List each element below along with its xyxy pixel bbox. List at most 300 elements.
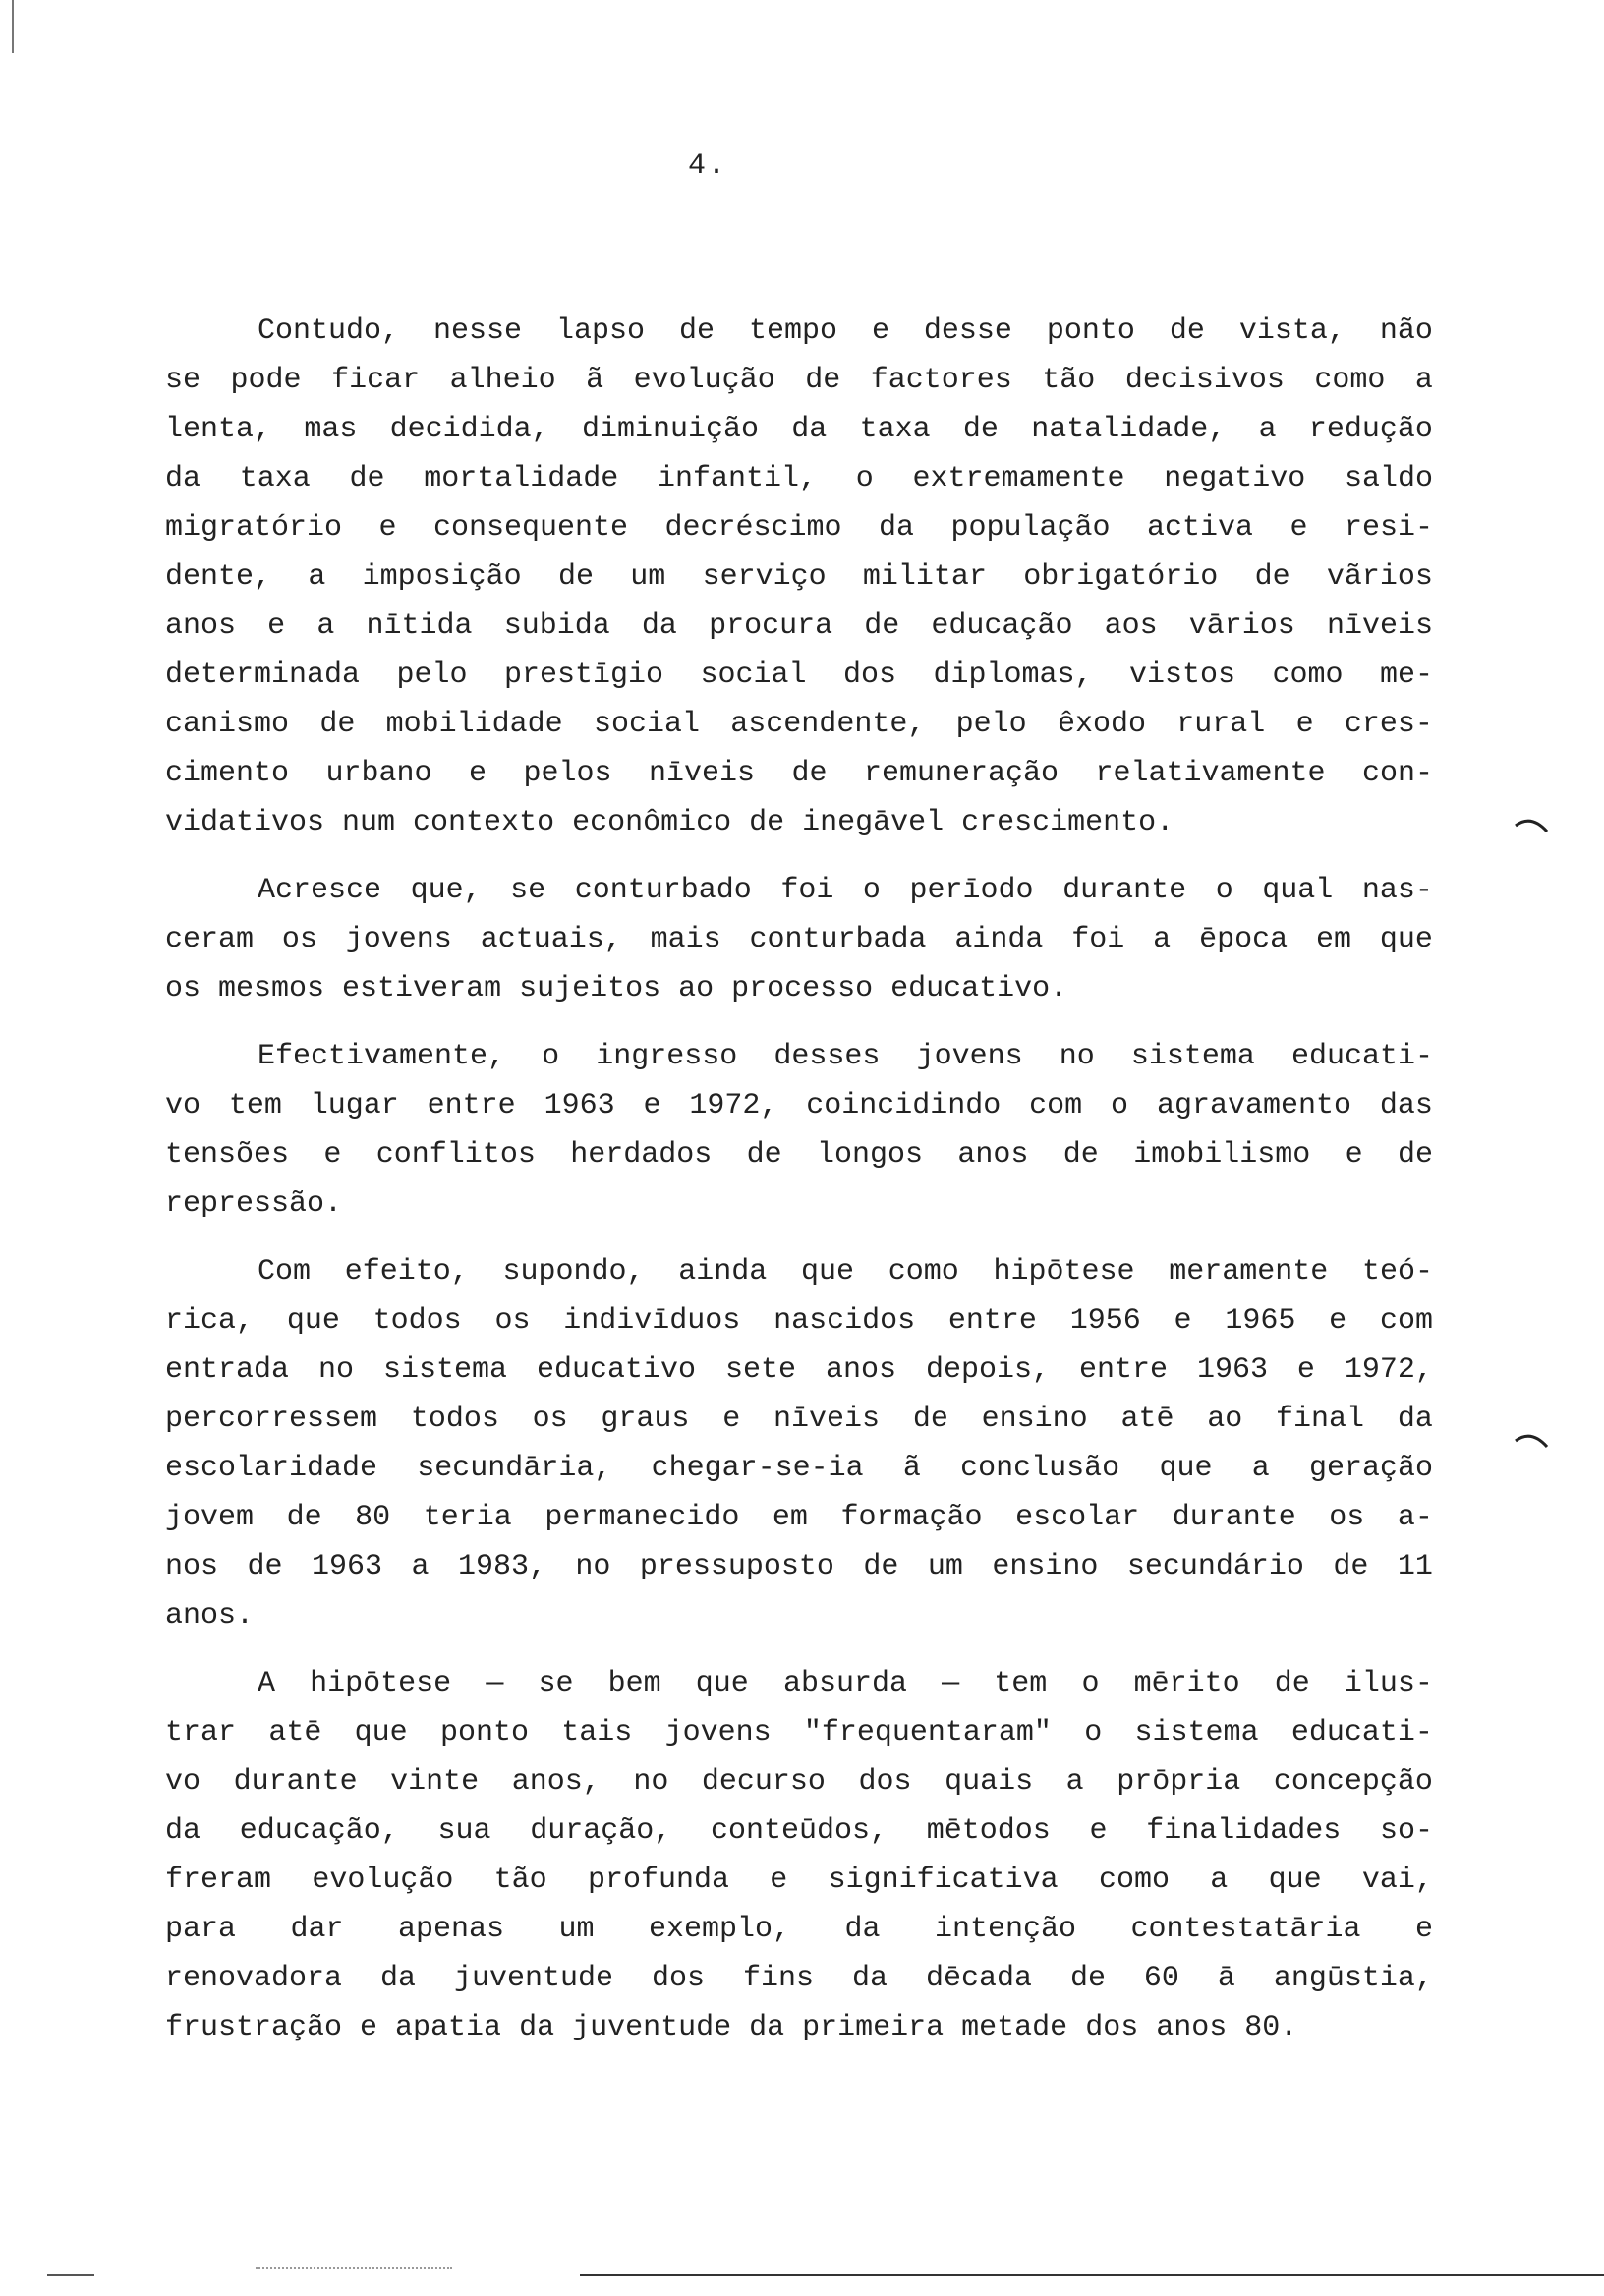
- word: a: [411, 1550, 430, 1583]
- word: nīveis: [773, 1403, 881, 1436]
- word: a: [1210, 1864, 1229, 1897]
- word: taxa: [239, 462, 311, 495]
- word: diplomas,: [933, 659, 1093, 692]
- word: 11: [1397, 1550, 1433, 1583]
- word: natalidade,: [1031, 413, 1227, 446]
- word: e: [643, 1089, 661, 1122]
- word: negativo: [1164, 462, 1306, 495]
- word: para: [165, 1913, 237, 1946]
- text-line: [165, 1856, 1433, 1905]
- word: de: [1062, 1138, 1099, 1172]
- word: nīveis: [1326, 609, 1433, 643]
- text-line: [165, 356, 1433, 405]
- word: da: [791, 413, 828, 446]
- word: frustração: [165, 2011, 343, 2044]
- word: como: [1272, 659, 1344, 692]
- word: pelo: [396, 659, 468, 692]
- word: concepção: [1273, 1765, 1433, 1799]
- word: rural: [1176, 708, 1266, 741]
- word: vinte: [390, 1765, 480, 1799]
- word: em: [1315, 923, 1351, 956]
- scan-edge-mark: [12, 0, 14, 53]
- word: jovens: [916, 1040, 1023, 1073]
- word: que: [1268, 1864, 1322, 1897]
- word: percorressem: [165, 1403, 378, 1436]
- text-line: [165, 1179, 1433, 1229]
- word: entre: [1078, 1353, 1168, 1387]
- word: no: [318, 1353, 355, 1387]
- word: 1972,: [1344, 1353, 1433, 1387]
- word: pode: [230, 364, 302, 397]
- text-line: [165, 454, 1433, 503]
- word: escolaridade: [165, 1452, 378, 1485]
- word: que: [1159, 1452, 1213, 1485]
- word: anos: [957, 1138, 1029, 1172]
- word: quais: [945, 1765, 1034, 1799]
- word: pelo: [955, 708, 1027, 741]
- word: tais: [561, 1716, 633, 1750]
- word: nesse: [433, 315, 523, 348]
- word: no: [1059, 1040, 1095, 1073]
- word: fins: [742, 1962, 814, 1995]
- word: jovem: [165, 1501, 255, 1534]
- margin-mark-icon: [1514, 1427, 1553, 1451]
- word: dente,: [165, 560, 272, 594]
- word: e: [1296, 1353, 1315, 1387]
- word: de: [863, 1550, 899, 1583]
- word: ēpoca: [1199, 923, 1289, 956]
- text-line: [165, 1444, 1433, 1493]
- text-line: [165, 1708, 1433, 1757]
- word: absurda: [782, 1667, 907, 1700]
- bottom-rule-left: [47, 2274, 94, 2276]
- word: trar: [165, 1716, 237, 1750]
- word: mētodos: [926, 1814, 1051, 1848]
- word: que: [286, 1304, 340, 1338]
- word: remuneração: [863, 757, 1059, 790]
- word: nītida: [366, 609, 473, 643]
- word: —: [942, 1667, 960, 1700]
- text-line: [165, 1346, 1433, 1395]
- word: e: [360, 2011, 378, 2044]
- word: o: [542, 1040, 560, 1073]
- word: vai,: [1361, 1864, 1433, 1897]
- word: contestatāria: [1130, 1913, 1361, 1946]
- word: de: [286, 1501, 322, 1534]
- word: ponto: [439, 1716, 529, 1750]
- text-line: [165, 1954, 1433, 2003]
- text-line: [165, 503, 1433, 552]
- word: e: [378, 511, 397, 545]
- word: militar: [862, 560, 987, 594]
- paragraph: [165, 1247, 1433, 1640]
- word: população: [950, 511, 1111, 545]
- word: subida: [503, 609, 610, 643]
- word: estiveram: [342, 972, 502, 1005]
- word: meramente: [1169, 1255, 1329, 1289]
- word: supondo,: [502, 1255, 645, 1289]
- word: o: [1111, 1089, 1129, 1122]
- word: dos: [843, 659, 897, 692]
- word: de: [678, 315, 715, 348]
- word: teó-: [1361, 1255, 1433, 1289]
- word: social: [593, 708, 700, 741]
- word: vistos: [1128, 659, 1236, 692]
- text-line: [165, 602, 1433, 651]
- word: canismo: [165, 708, 290, 741]
- text-line: [165, 1807, 1433, 1856]
- word: durante: [1062, 874, 1187, 907]
- word: o: [1084, 1716, 1103, 1750]
- text-line: [165, 307, 1433, 356]
- word: tem: [228, 1089, 282, 1122]
- word: 1956: [1069, 1304, 1141, 1338]
- word: renovadora: [165, 1962, 343, 1995]
- word: imposição: [362, 560, 522, 594]
- word: da: [165, 462, 201, 495]
- word: foi: [1071, 923, 1125, 956]
- word: e: [1345, 1138, 1363, 1172]
- word: como: [888, 1255, 959, 1289]
- word: metade: [961, 2011, 1068, 2044]
- word: das: [1379, 1089, 1433, 1122]
- word: foi: [780, 874, 834, 907]
- word: que: [800, 1255, 854, 1289]
- word: procura: [709, 609, 833, 643]
- margin-mark-icon: [1514, 812, 1553, 835]
- word: conteūdos,: [710, 1814, 888, 1848]
- word: ā: [1217, 1962, 1235, 1995]
- text-line: [165, 915, 1433, 964]
- word: e: [1289, 511, 1308, 545]
- word: vãrios: [1326, 560, 1433, 594]
- word: durante: [233, 1765, 358, 1799]
- word: se: [165, 364, 201, 397]
- word: nos: [165, 1550, 219, 1583]
- word: cres-: [1344, 708, 1433, 741]
- word: todos: [410, 1403, 499, 1436]
- word: prōpria: [1117, 1765, 1241, 1799]
- word: 1983,: [457, 1550, 546, 1583]
- word: social: [700, 659, 807, 692]
- word: crescimento.: [961, 806, 1174, 839]
- word: profunda: [587, 1864, 729, 1897]
- word: factores: [870, 364, 1012, 397]
- word: a: [308, 560, 326, 594]
- word: nascidos: [773, 1304, 916, 1338]
- word: Contudo,: [258, 315, 400, 348]
- word: todos: [372, 1304, 462, 1338]
- text-line: [165, 798, 1433, 847]
- word: da: [641, 609, 677, 643]
- word: ao: [1207, 1403, 1243, 1436]
- word: da: [519, 2011, 555, 2044]
- word: e: [1295, 708, 1314, 741]
- word: anos: [165, 609, 237, 643]
- word: Acresce: [258, 874, 382, 907]
- word: ilus-: [1344, 1667, 1433, 1700]
- word: os: [165, 972, 201, 1005]
- text-line: [165, 1032, 1433, 1081]
- word: o: [862, 874, 881, 907]
- word: mobilidade: [385, 708, 563, 741]
- word: de: [319, 708, 356, 741]
- word: formação: [840, 1501, 983, 1534]
- word: herdados: [570, 1138, 713, 1172]
- word: a: [1153, 923, 1172, 956]
- word: ensino: [992, 1550, 1099, 1583]
- word: depois,: [925, 1353, 1050, 1387]
- word: exemplo,: [648, 1913, 790, 1946]
- word: dos: [651, 1962, 705, 1995]
- word: de: [1333, 1550, 1369, 1583]
- word: entrada: [165, 1353, 290, 1387]
- word: escolar: [1015, 1501, 1140, 1534]
- word: Com: [258, 1255, 312, 1289]
- word: da: [749, 2011, 785, 2044]
- word: de: [1069, 1962, 1106, 1995]
- word: decisivos: [1124, 364, 1285, 397]
- word: ponto: [1046, 315, 1135, 348]
- word: dos: [858, 1765, 912, 1799]
- word: de: [962, 413, 999, 446]
- word: ascendente,: [730, 708, 926, 741]
- word: econômico: [572, 806, 732, 839]
- word: de: [1254, 560, 1290, 594]
- word: anos,: [511, 1765, 601, 1799]
- word: contexto: [413, 806, 555, 839]
- word: o: [855, 462, 874, 495]
- word: intenção: [934, 1913, 1076, 1946]
- word: determinada: [165, 659, 361, 692]
- word: 1963: [544, 1089, 615, 1122]
- word: educativo: [536, 1353, 697, 1387]
- word: o: [1215, 874, 1233, 907]
- word: agravamento: [1156, 1089, 1351, 1122]
- word: atē: [268, 1716, 322, 1750]
- word: que: [354, 1716, 408, 1750]
- word: coincidindo: [806, 1089, 1002, 1122]
- word: como: [1098, 1864, 1170, 1897]
- word: que: [1379, 923, 1433, 956]
- paragraph: [165, 1659, 1433, 2052]
- word: saldo: [1344, 462, 1433, 495]
- word: extremamente: [912, 462, 1125, 495]
- word: sistema: [1130, 1040, 1255, 1073]
- word: desse: [923, 315, 1012, 348]
- word: mas: [304, 413, 358, 446]
- word: conturbada: [749, 923, 927, 956]
- word: serviço: [702, 560, 827, 594]
- word: anos: [1156, 2011, 1228, 2044]
- word: de: [791, 757, 828, 790]
- word: diminuição: [581, 413, 759, 446]
- word: da: [380, 1962, 417, 1995]
- word: da: [165, 1814, 201, 1848]
- word: imobilismo: [1133, 1138, 1311, 1172]
- word: com: [1029, 1089, 1083, 1122]
- word: secundário: [1126, 1550, 1304, 1583]
- word: educati-: [1290, 1716, 1433, 1750]
- word: sistema: [1134, 1716, 1259, 1750]
- word: secundāria,: [417, 1452, 612, 1485]
- word: evolução: [633, 364, 775, 397]
- word: que,: [410, 874, 482, 907]
- word: 80.: [1244, 2011, 1298, 2044]
- word: alheio: [449, 364, 556, 397]
- word: primeira: [802, 2011, 945, 2044]
- word: a: [1065, 1765, 1084, 1799]
- word: êxodo: [1057, 708, 1146, 741]
- word: apatia: [395, 2011, 502, 2044]
- word: tão: [1042, 364, 1096, 397]
- word: ainda: [954, 923, 1044, 956]
- word: tão: [493, 1864, 547, 1897]
- word: infantil,: [657, 462, 817, 495]
- word: lenta,: [165, 413, 272, 446]
- word: e: [267, 609, 286, 643]
- word: os: [1329, 1501, 1365, 1534]
- text-line: [165, 1757, 1433, 1807]
- word: urbano: [325, 757, 432, 790]
- word: pelos: [523, 757, 612, 790]
- word: cimento: [165, 757, 290, 790]
- word: anos.: [165, 1599, 255, 1633]
- word: e: [469, 757, 487, 790]
- word: conturbado: [574, 874, 752, 907]
- word: jovens: [345, 923, 452, 956]
- word: migratório: [165, 511, 343, 545]
- bottom-dotted-rule: [256, 2267, 452, 2273]
- word: ficar: [331, 364, 421, 397]
- word: os: [494, 1304, 531, 1338]
- word: a: [1251, 1452, 1270, 1485]
- word: freram: [165, 1864, 272, 1897]
- word: duração,: [530, 1814, 672, 1848]
- word: relativamente: [1095, 757, 1326, 790]
- word: 1972,: [689, 1089, 778, 1122]
- word: efeito,: [344, 1255, 469, 1289]
- word: ã: [902, 1452, 921, 1485]
- word: conclusão: [960, 1452, 1120, 1485]
- word: chegar-se-ia: [651, 1452, 864, 1485]
- text-line: [165, 1296, 1433, 1346]
- word: sua: [437, 1814, 491, 1848]
- text-line: [165, 651, 1433, 700]
- word: no: [633, 1765, 669, 1799]
- word: não: [1379, 315, 1433, 348]
- word: a: [1414, 364, 1433, 397]
- word: so-: [1379, 1814, 1433, 1848]
- word: da: [1397, 1403, 1433, 1436]
- word: ensino: [981, 1403, 1088, 1436]
- word: angūstia,: [1273, 1962, 1433, 1995]
- word: mesmos: [218, 972, 325, 1005]
- word: de: [247, 1550, 283, 1583]
- word: da: [851, 1962, 888, 1995]
- word: vārios: [1188, 609, 1295, 643]
- word: rica,: [165, 1304, 255, 1338]
- word: educati-: [1290, 1040, 1433, 1073]
- word: os: [532, 1403, 568, 1436]
- word: e: [1089, 1814, 1108, 1848]
- word: lapso: [555, 315, 645, 348]
- word: decurso: [701, 1765, 826, 1799]
- word: se: [510, 874, 546, 907]
- text-line: [165, 2003, 1433, 2052]
- word: entre: [947, 1304, 1037, 1338]
- word: de: [864, 609, 900, 643]
- word: mortalidade: [424, 462, 619, 495]
- word: e: [1174, 1304, 1192, 1338]
- text-line: [165, 866, 1433, 915]
- word: ã: [586, 364, 604, 397]
- word: a: [316, 609, 335, 643]
- word: educação,: [239, 1814, 399, 1848]
- word: ao: [678, 972, 715, 1005]
- word: ceram: [165, 923, 255, 956]
- word: de: [1169, 315, 1205, 348]
- text-line: [165, 749, 1433, 798]
- word: de: [912, 1403, 948, 1436]
- text-line: [165, 405, 1433, 454]
- word: sujeitos: [519, 972, 661, 1005]
- word: inegāvel: [802, 806, 945, 839]
- text-line: [165, 1395, 1433, 1444]
- paragraph: [165, 1032, 1433, 1229]
- word: taxa: [859, 413, 931, 446]
- word: A: [258, 1667, 276, 1700]
- word: da: [879, 511, 915, 545]
- word: dēcada: [925, 1962, 1032, 1995]
- text-line: [165, 964, 1433, 1013]
- word: jovens: [664, 1716, 772, 1750]
- word: a: [1258, 413, 1277, 446]
- word: Efectivamente,: [258, 1040, 506, 1073]
- word: geração: [1308, 1452, 1433, 1485]
- word: e: [1414, 1913, 1433, 1946]
- word: que: [695, 1667, 749, 1700]
- word: actuais,: [480, 923, 622, 956]
- word: redução: [1308, 413, 1433, 446]
- text-line: [165, 1247, 1433, 1296]
- word: conflitos: [375, 1138, 536, 1172]
- word: processo: [731, 972, 874, 1005]
- word: activa: [1146, 511, 1254, 545]
- word: se: [538, 1667, 574, 1700]
- word: e: [1329, 1304, 1347, 1338]
- text-line: [165, 1493, 1433, 1542]
- word: apenas: [397, 1913, 504, 1946]
- text-line: [165, 1130, 1433, 1179]
- word: repressão.: [165, 1187, 343, 1221]
- word: educativo.: [890, 972, 1068, 1005]
- word: juventude: [453, 1962, 614, 1995]
- word: resi-: [1344, 511, 1433, 545]
- text-line: [165, 700, 1433, 749]
- word: como: [1314, 364, 1386, 397]
- word: de: [805, 364, 841, 397]
- word: os: [281, 923, 317, 956]
- word: perīodo: [909, 874, 1034, 907]
- word: vo: [165, 1089, 201, 1122]
- word: 1965: [1225, 1304, 1296, 1338]
- word: pressuposto: [639, 1550, 834, 1583]
- word: longos: [817, 1138, 924, 1172]
- word: lugar: [310, 1089, 399, 1122]
- word: de: [557, 560, 594, 594]
- word: hipōtese: [310, 1667, 452, 1700]
